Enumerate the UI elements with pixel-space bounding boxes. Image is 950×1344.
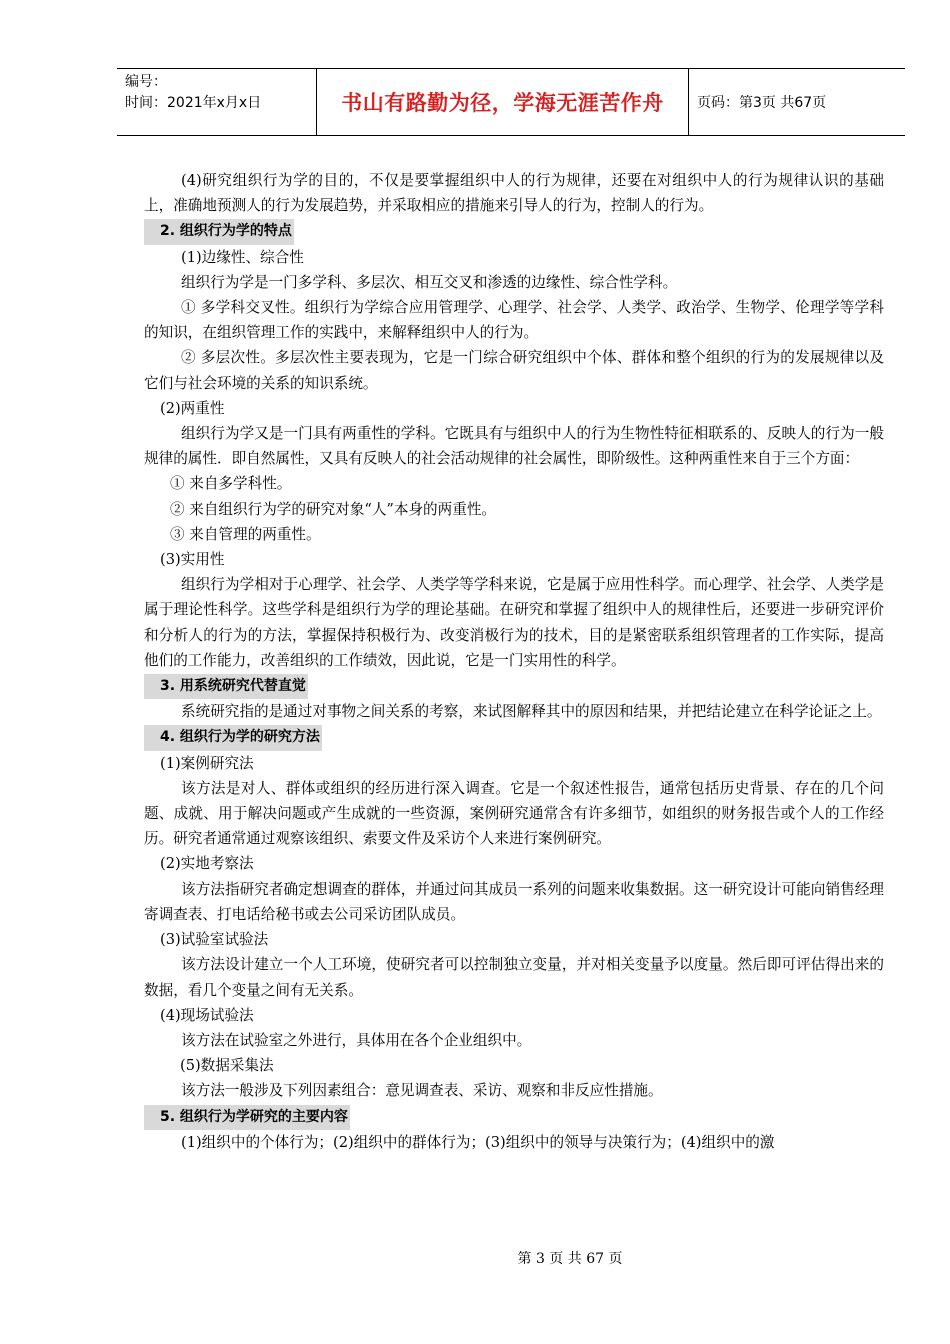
section-heading-text: 5. 组织行为学研究的主要内容 [144,1105,350,1130]
subheading: (2)两重性 [160,399,225,417]
section-heading-text: 2. 组织行为学的特点 [144,219,294,244]
paragraph: 该方法一般涉及下列因素组合：意见调查表、采访、观察和非反应性措施。 [181,1082,663,1100]
list-item: ① 来自多学科性。 [170,475,292,493]
paragraph: ① 多学科交叉性。组织行为学综合应用管理学、心理学、社会学、人类学、政治学、生物学、伦理学等学科的知识，在组织管理工作的实践中，来解释组织中人的行为。 [144,299,884,342]
paragraph: 该方法设计建立一个人工环境，使研究者可以控制独立变量，并对相关变量予以度量。然后即可评估得出来的数据，看几个变量之间有无关系。 [144,956,884,999]
header-motto: 书山有路勤为径，学海无涯苦作舟 [316,69,689,135]
section-heading [144,724,884,750]
page-header [117,68,905,136]
document-time-label: 时间：2021年x月x日 [125,95,262,111]
header-meta [117,69,316,135]
document-number-label: 编号： [125,74,167,90]
subheading: (3)试验室试验法 [160,931,269,949]
section-heading [144,218,884,244]
subheading: (4)现场试验法 [160,1006,254,1024]
paragraph: (1)组织中的个体行为；(2)组织中的群体行为；(3)组织中的领导与决策行为；(4)组织中的激 [181,1133,775,1151]
paragraph: 该方法指研究者确定想调查的群体，并通过问其成员一系列的问题来收集数据。这一研究设计可能向销售经理寄调查表、打电话给秘书或去公司采访团队成员。 [144,880,884,923]
header-page-number: 页码：第3页 共67页 [697,95,827,111]
section-heading-text: 4. 组织行为学的研究方法 [144,725,322,750]
list-item: ③ 来自管理的两重性。 [170,525,321,543]
paragraph: 该方法在试验室之外进行，具体用在各个企业组织中。 [181,1031,532,1049]
subheading: (5)数据采集法 [180,1057,274,1075]
document-body [144,168,884,1155]
paragraph: 组织行为学又是一门具有两重性的学科。它既具有与组织中人的行为生物性特征相联系的、反映人的行为一般规律的属性．即自然属性，又具有反映人的社会活动规律的社会属性，即阶级性。这种两重性来自于三个方面： [144,425,884,468]
section-heading-text: 3. 用系统研究代替直觉 [144,674,308,699]
paragraph: 该方法是对人、群体或组织的经历进行深入调查。它是一个叙述性报告，通常包括历史背景、存在的几个问题、成就、用于解决问题或产生成就的一些资源，案例研究通常含有许多细节，如组织的财务报告或个人的工作经历。研究者通常通过观察该组织、索要文件及采访个人来进行案例研究。 [144,779,884,848]
subheading: (2)实地考察法 [160,855,254,873]
page-footer: 第 3 页 共 67 页 [517,1251,623,1267]
paragraph: (4)研究组织行为学的目的，不仅是要掌握组织中人的行为规律，还要在对组织中人的行为规律认识的基础上，准确地预测人的行为发展趋势，并采取相应的措施来引导人的行为，控制人的行为。 [144,172,884,215]
subheading: (3)实用性 [160,551,225,569]
section-heading [144,673,884,699]
paragraph: 组织行为学相对于心理学、社会学、人类学等学科来说，它是属于应用性科学。而心理学、社会学、人类学是属于理论性科学。这些学科是组织行为学的理论基础。在研究和掌握了组织中人的规律性后，还要进一步研究评价和分析人的行为的方法，掌握保持积极行为、改变消极行为的技术，目的是紧密联系组织管理者的工作实际，提高他们的工作能力，改善组织的工作绩效，因此说，它是一门实用性的科学。 [144,576,884,669]
list-item: ② 来自组织行为学的研究对象“人”本身的两重性。 [170,500,497,518]
subheading: (1)边缘性、综合性 [181,248,304,266]
paragraph: ② 多层次性。多层次性主要表现为，它是一门综合研究组织中个体、群体和整个组织的行为的发展规律以及它们与社会环境的关系的知识系统。 [144,349,884,392]
subheading: (1)案例研究法 [160,754,254,772]
paragraph: 组织行为学是一门多学科、多层次、相互交叉和渗透的边缘性、综合性学科。 [181,273,678,291]
paragraph: 系统研究指的是通过对事物之间关系的考察，来试图解释其中的原因和结果，并把结论建立在科学论证之上。 [181,703,882,721]
section-heading [144,1104,884,1130]
